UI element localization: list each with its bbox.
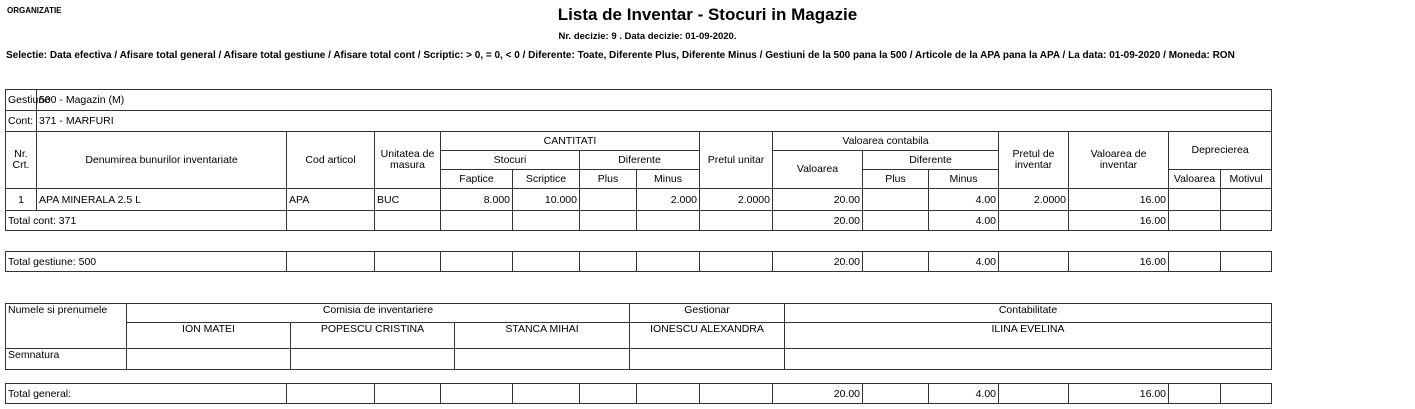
- total-gestiune-label: Total gestiune: 500: [6, 252, 287, 272]
- header-valoarea: Valoarea: [773, 151, 863, 189]
- header-cod: Cod articol: [287, 132, 375, 189]
- total-general-valoarea: 20.00: [773, 384, 863, 404]
- semnatura-row: [6, 349, 1272, 370]
- comisia-label: Comisia de inventariere: [127, 304, 630, 323]
- total-gestiune-minus: 4.00: [929, 252, 999, 272]
- header-row-1: [6, 132, 1272, 151]
- total-cont-inventar: 16.00: [1069, 211, 1169, 231]
- selection-criteria: Selectie: Data efectiva / Afisare total general / Afisare total gestiune / Afisare total cont / Scriptic: > 0, = 0, < 0 / Diferente: Toate, Diferente Plus, Diferente Minus / Gestiuni de la 500 pana la 500 / Articole de la APA pana la APA / La data: 01-09-2020 / Moneda: RON: [6, 50, 1235, 61]
- row-denumire: APA MINERALA 2.5 L: [37, 189, 287, 211]
- gestionar-name: IONESCU ALEXANDRA: [630, 323, 785, 349]
- commission-names-row: [6, 323, 1272, 349]
- header-um: Unitatea de masura: [375, 132, 441, 189]
- header-faptice: Faptice: [441, 170, 513, 189]
- row-pret-unitar: 2.0000: [700, 189, 773, 211]
- header-nr-crt: Nr. Crt.: [6, 132, 37, 189]
- header-dep-valoarea: Valoarea: [1169, 170, 1221, 189]
- total-gestiune-valoarea: 20.00: [773, 252, 863, 272]
- gestionar-label: Gestionar: [630, 304, 785, 323]
- row-faptice: 8.000: [441, 189, 513, 211]
- header-stocuri: Stocuri: [441, 151, 580, 170]
- header-pret-unitar: Pretul unitar: [700, 132, 773, 189]
- header-plus: Plus: [580, 170, 637, 189]
- table-row: [6, 189, 1272, 211]
- total-cont-label: Total cont: 371: [6, 211, 287, 231]
- total-general-minus: 4.00: [929, 384, 999, 404]
- header-dep-motivul: Motivul: [1221, 170, 1272, 189]
- header-valoare-inventar: Valoarea de inventar: [1069, 132, 1169, 189]
- gestiune-value: 500 - Magazin (M): [37, 90, 1272, 111]
- header-val-diferente: Diferente: [863, 151, 999, 170]
- member-3: STANCA MIHAI: [455, 323, 630, 349]
- total-general-label: Total general:: [6, 384, 287, 404]
- row-um: BUC: [375, 189, 441, 211]
- row-valoarea: 20.00: [773, 189, 863, 211]
- gestiune-row: [6, 90, 1272, 111]
- semnatura-label: Semnatura: [6, 349, 127, 370]
- row-pret-inventar: 2.0000: [999, 189, 1069, 211]
- commission-header-row: [6, 304, 1272, 323]
- header-minus: Minus: [637, 170, 700, 189]
- cont-row: [6, 111, 1272, 132]
- page-title: Lista de Inventar - Stocuri in Magazie: [557, 5, 858, 24]
- row-cod: APA: [287, 189, 375, 211]
- cont-value: 371 - MARFURI: [37, 111, 1272, 132]
- header-val-minus: Minus: [929, 170, 999, 189]
- contabil-name: ILINA EVELINA: [785, 323, 1272, 349]
- names-label: Numele si prenumele: [6, 304, 127, 349]
- inventory-table: [5, 89, 1272, 272]
- contabilitate-label: Contabilitate: [785, 304, 1272, 323]
- member-2: POPESCU CRISTINA: [291, 323, 455, 349]
- row-val-minus: 4.00: [929, 189, 999, 211]
- total-general-row: [6, 384, 1272, 404]
- member-1: ION MATEI: [127, 323, 291, 349]
- header-valoarea-contabila: Valoarea contabila: [773, 132, 999, 151]
- commission-table: [5, 303, 1272, 370]
- row-dep-motivul: [1221, 189, 1272, 211]
- row-dep-valoarea: [1169, 189, 1221, 211]
- total-general-inventar: 16.00: [1069, 384, 1169, 404]
- header-deprecierea: Deprecierea: [1169, 132, 1272, 170]
- gestiune-label: Gestiune: [6, 90, 37, 111]
- organization-label: ORGANIZATIE: [7, 6, 62, 15]
- total-cont-minus: 4.00: [929, 211, 999, 231]
- total-general-table: [5, 383, 1272, 404]
- total-cont-valoarea: 20.00: [773, 211, 863, 231]
- decision-info: Nr. decizie: 9 . Data decizie: 01-09-2020.: [558, 31, 737, 42]
- total-gestiune-row: [6, 252, 1272, 272]
- row-minus: 2.000: [637, 189, 700, 211]
- row-scriptice: 10.000: [513, 189, 580, 211]
- row-valoare-inventar: 16.00: [1069, 189, 1169, 211]
- row-val-plus: [863, 189, 929, 211]
- header-scriptice: Scriptice: [513, 170, 580, 189]
- total-gestiune-inventar: 16.00: [1069, 252, 1169, 272]
- cont-label: Cont:: [6, 111, 37, 132]
- header-diferente: Diferente: [580, 151, 700, 170]
- header-pret-inventar: Pretul de inventar: [999, 132, 1069, 189]
- row-plus: [580, 189, 637, 211]
- row-nr: 1: [6, 189, 37, 211]
- header-denumire: Denumirea bunurilor inventariate: [37, 132, 287, 189]
- total-cont-row: [6, 211, 1272, 231]
- header-cantitati: CANTITATI: [441, 132, 700, 151]
- header-val-plus: Plus: [863, 170, 929, 189]
